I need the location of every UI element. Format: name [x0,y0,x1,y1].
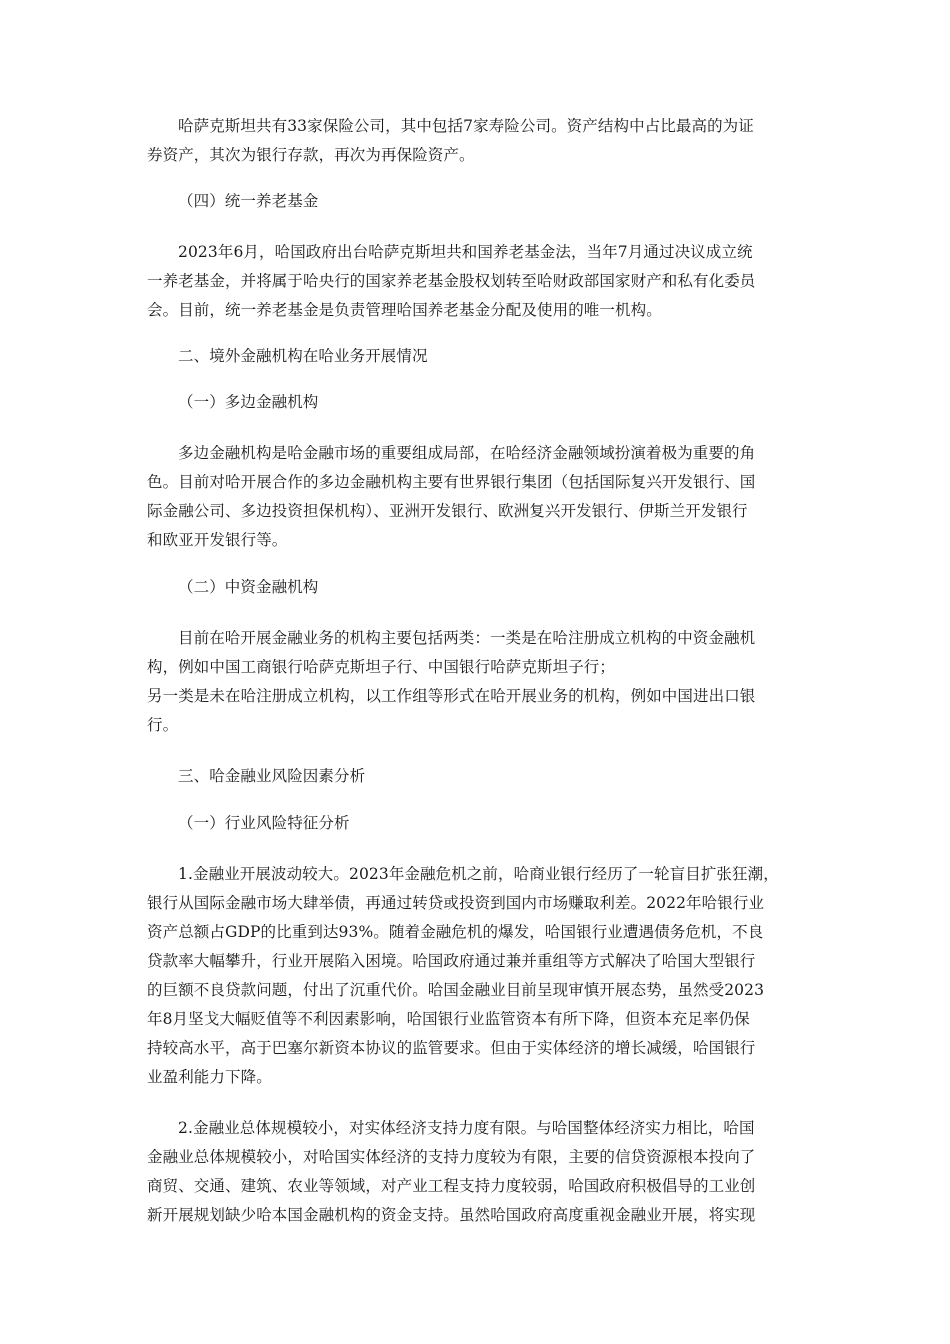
text-line: 2.金融业总体规模较小，对实体经济支持力度有限。与哈国整体经济实力相比，哈国 [178,1119,755,1137]
text-line: 1.金融业开展波动较大。2023年金融危机之前，哈商业银行经历了一轮盲目扩张狂潮， [178,865,779,883]
text-line: 银行从国际金融市场大肆举债，再通过转贷或投资到国内市场赚取利差。2022年哈银行业 [147,894,765,912]
text-line: 构，例如中国工商银行哈萨克斯坦子行、中国银行哈萨克斯坦子行； [147,658,616,676]
text-line: 际金融公司、多边投资担保机构）、亚洲开发银行、欧洲复兴开发银行、伊斯兰开发银行 [147,502,748,520]
text-line: 一养老基金，并将属于哈央行的国家养老基金股权划转至哈财政部国家财产和私有化委员 [147,272,756,290]
paragraph-pension-fund-law [147,238,807,325]
text-line: 会。目前，统一养老基金是负责管理哈国养老基金分配及使用的唯一机构。 [147,301,662,319]
paragraph-financial-volatility [147,860,807,1092]
heading-multilateral-institutions [147,388,807,417]
text-line: 商贸、交通、建筑、农业等领域，对产业工程支持力度较弱，哈国政府积极倡导的工业创 [147,1177,756,1195]
text-line: 另一类是未在哈注册成立机构，以工作组等形式在哈开展业务的机构，例如中国进出口银 [147,687,756,705]
heading-chinese-institutions [147,573,807,602]
text-line: （一）行业风险特征分析 [178,814,350,832]
text-line: 行。 [147,716,179,734]
heading-risk-analysis [147,762,807,791]
text-line: （四）统一养老基金 [178,192,319,210]
text-line: 资产总额占GDP的比重到达93%。随着金融危机的爆发，哈国银行业遭遇债务危机，不良 [147,923,764,941]
text-line: 金融业总体规模较小，对哈国实体经济的支持力度较为有限，主要的信贷资源根本投向了 [147,1148,756,1166]
text-line: 年8月坚戈大幅贬值等不利因素影响，哈国银行业监管资本有所下降，但资本充足率仍保 [147,1010,750,1028]
heading-unified-pension-fund [147,187,807,216]
paragraph-insurance-companies [147,112,807,170]
text-line: 哈萨克斯坦共有33家保险公司，其中包括7家寿险公司。资产结构中占比最高的为证 [178,117,754,135]
document-body [147,112,807,1230]
text-line: 持较高水平，高于巴塞尔新资本协议的监管要求。但由于实体经济的增长减缓，哈国银行 [147,1039,756,1057]
text-line: 色。目前对哈开展合作的多边金融机构主要有世界银行集团（包括国际复兴开发银行、国 [147,473,756,491]
text-line: 目前在哈开展金融业务的机构主要包括两类：一类是在哈注册成立机构的中资金融机 [178,629,756,647]
text-line: （二）中资金融机构 [178,578,319,596]
text-line: 业盈利能力下降。 [147,1068,272,1086]
heading-industry-risk [147,809,807,838]
text-line: 和欧亚开发银行等。 [147,531,288,549]
text-line: 多边金融机构是哈金融市场的重要组成局部，在哈经济金融领域扮演着极为重要的角 [178,444,756,462]
text-line: 二、境外金融机构在哈业务开展情况 [178,347,428,365]
text-line: 券资产，其次为银行存款，再次为再保险资产。 [147,146,475,164]
paragraph-financial-scale [147,1114,807,1230]
paragraph-multilateral-institutions [147,439,807,555]
text-line: 2023年6月，哈国政府出台哈萨克斯坦共和国养老基金法，当年7月通过决议成立统 [178,243,753,261]
paragraph-chinese-institutions [147,624,807,740]
text-line: 新开展规划缺少哈本国金融机构的资金支持。虽然哈国政府高度重视金融业开展，将实现 [147,1206,756,1224]
text-line: （一）多边金融机构 [178,393,319,411]
text-line: 的巨额不良贷款问题，付出了沉重代价。哈国金融业目前呈现审慎开展态势，虽然受2023 [147,981,765,999]
heading-foreign-institutions [147,342,807,371]
text-line: 三、哈金融业风险因素分析 [178,767,366,785]
text-line: 贷款率大幅攀升，行业开展陷入困境。哈国政府通过兼并重组等方式解决了哈国大型银行 [147,952,756,970]
